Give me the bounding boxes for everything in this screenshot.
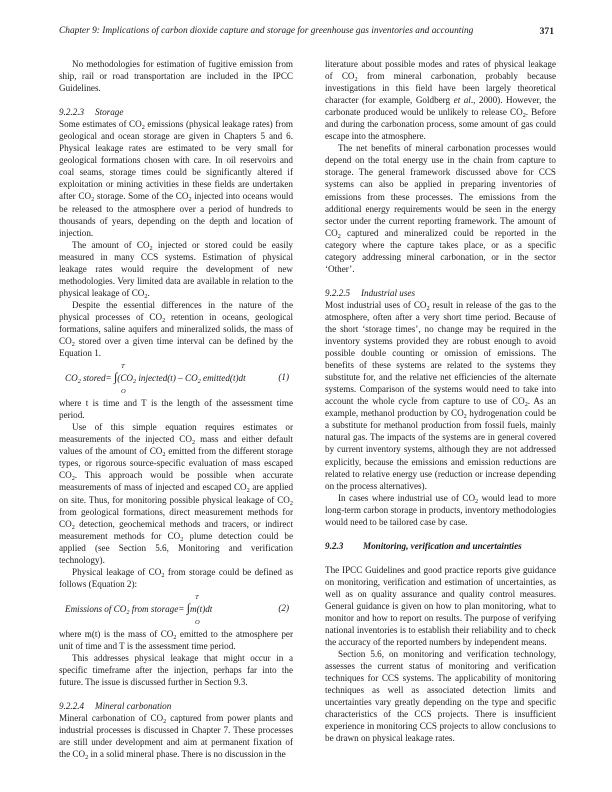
page-header	[59, 26, 554, 40]
paragraph: This addresses physical leakage that might occur in a specific timeframe after the injection, perhaps far into the future. The issue is discussed further in Section 9.3.	[59, 652, 293, 688]
paragraph: literature about possible modes and rates of physical leakage of $CO_2$ from mineral carbonation, probably because investigations in this field have been largely theoretical character (for example, Goldberg et al., 2000). However, the carbonate produced would be unlikely to release $CO_2$. Before and during the carbonation process, some amount of gas could escape into the atmosphere.	[325, 59, 557, 142]
paragraph: where m(t) is the mass of $CO_2$ emitted to the atmosphere per unit of time and T is the assessment time period.	[59, 628, 293, 651]
paragraph: The amount of $CO_2$ injected or stored could be easily measured in many CCS systems. Estimation of physical leakage rates would require the development of new methodologies. Very limited data are available in relation to the physical leakage of $CO_2$.	[59, 239, 293, 300]
paragraph: Use of this simple equation requires estimates or measurements of the injected $CO_2$ mass and either default values of the amount of $CO_2$ emitted from the different storage types, or rigorous source-specific evaluation of mass escaped $CO_2$. This approach would be possible when accurate measurements of mass of injected and escaped $CO_2$ are applied on site. Thus, for monitoring possible physical leakage of $CO_2$ from geological formations, direct measurement methods for $CO_2$ detection, geochemical methods and tracers, or indirect measurement methods for $CO_2$ plume detection could be applied (see Section 5.6, Monitoring and verification technology).	[59, 422, 294, 565]
section-heading-monitoring: 9.2.3 Monitoring, verification and uncertainties	[325, 540, 522, 551]
section-heading-mineral-carbonation: 9.2.2.4 Mineral carbonation	[59, 701, 172, 712]
paragraph: No methodologies for estimation of fugitive emission from ship, rail or road transportation are included in the IPCC Guidelines.	[59, 59, 293, 94]
paragraph: The net benefits of mineral carbonation processes would depend on the total energy use in the chain from capture to storage. The general framework discussed above for CCS systems can also be applied in preparing inventories of emissions from these processes. The emissions from the additional energy requirements would be seen in the energy sector under the current reporting framework. The amount of $CO_2$ captured and mineralized could be reported in the category where the capture takes place, or as a specific category addressing mineral carbonation, or in the sector ‘Other’.	[325, 143, 556, 274]
section-heading-industrial-uses: 9.2.2.5 Industrial uses	[325, 287, 415, 298]
integral-symbol: ∫	[113, 370, 118, 385]
integral-symbol: ∫	[186, 600, 191, 615]
running-title: Chapter 9: Implications of carbon dioxide capture and storage for greenhouse gas inventories and accounting	[59, 26, 474, 36]
paragraph: In cases where industrial use of $CO_2$ would lead to more long-term carbon storage in products, inventory methodologies would need to be tailored case by case.	[325, 492, 556, 527]
paragraph: Physical leakage of $CO_2$ from storage could be defined as follows (Equation 2):	[59, 566, 294, 589]
right-column	[325, 58, 556, 745]
equation-1: T $CO_2$ stored= $\int(CO_2$ injected(t) – $CO_2$ emitted(t)dt O (1)	[65, 363, 289, 396]
left-column	[59, 58, 293, 760]
section-heading-storage: 9.2.2.3 Storage	[59, 107, 124, 118]
paragraph: Section 5.6, on monitoring and verification technology, assesses the current status of monitoring and verification techniques for CCS systems. The applicability of monitoring techniques as well as associated detection limits and uncertainties vary greatly depending on the type and specific characteristics of the CCS projects. There is insufficient experience in monitoring CCS projects to allow conclusions to be drawn on physical leakage rates.	[325, 649, 556, 744]
equation-2: T Emissions of $CO_2$ from storage= ∫m(t)dt O (2)	[65, 593, 289, 626]
paragraph: Mineral carbonation of $CO_2$ captured from power plants and industrial processes is discussed in Chapter 7. These processes are still under development and aim at permanent fixation of the $CO_2$ in a solid mineral phase. There is no discussion in the	[59, 713, 293, 762]
paragraph: The IPCC Guidelines and good practice reports give guidance on monitoring, verification and estimation of uncertainties, as well as on quality assurance and quality control measures. General guidance is given on how to plan monitoring, what to monitor and how to report on results. The purpose of verifying national inventories is to establish their reliability and to check the accuracy of the reported numbers by independent means.	[325, 564, 556, 648]
paragraph: Most industrial uses of $CO_2$ result in release of the gas to the atmosphere, often after a very short time period. Because of the short ‘storage times’, no change may be required in the inventory systems provided they are robust enough to avoid possible double counting or omission of emissions. The benefits of these systems are related to the systems they substitute for, and the relative net efficiencies of the alternate systems. Comparison of the systems would need to take into account the whole cycle from capture to use of $CO_2$. As an example, methanol production by $CO_2$ hydrogenation could be a substitute for methanol production from fossil fuels, mainly natural gas. The impacts of the systems are in general covered by current inventory systems, although they are not addressed explicitly, because the emissions and emission reductions are related to relative energy use (reduction or increase depending on the process alternatives).	[325, 299, 556, 491]
paragraph: where t is time and T is the length of the assessment time period.	[59, 398, 293, 421]
page-number: 371	[539, 26, 554, 37]
paragraph: Despite the essential differences in the nature of the physical processes of $CO_2$ retention in oceans, geological formations, saline aquifers and mineralized solids, the mass of $CO_2$ stored over a given time interval can be defined by the Equation 1.	[59, 299, 293, 359]
paragraph: Some estimates of $CO_2$ emissions (physical leakage rates) from geological and ocean storage are given in Chapters 5 and 6. Physical leakage rates are estimated to be very small for geological formations chosen with care. In oil reservoirs and coal seams, storage times could be significantly altered if exploitation or mining activities in these fields are undertaken after $CO_2$ storage. Some of the $CO_2$ injected into oceans would be released to the atmosphere over a period of hundreds to thousands of years, depending on the depth and location of injection.	[59, 119, 294, 238]
